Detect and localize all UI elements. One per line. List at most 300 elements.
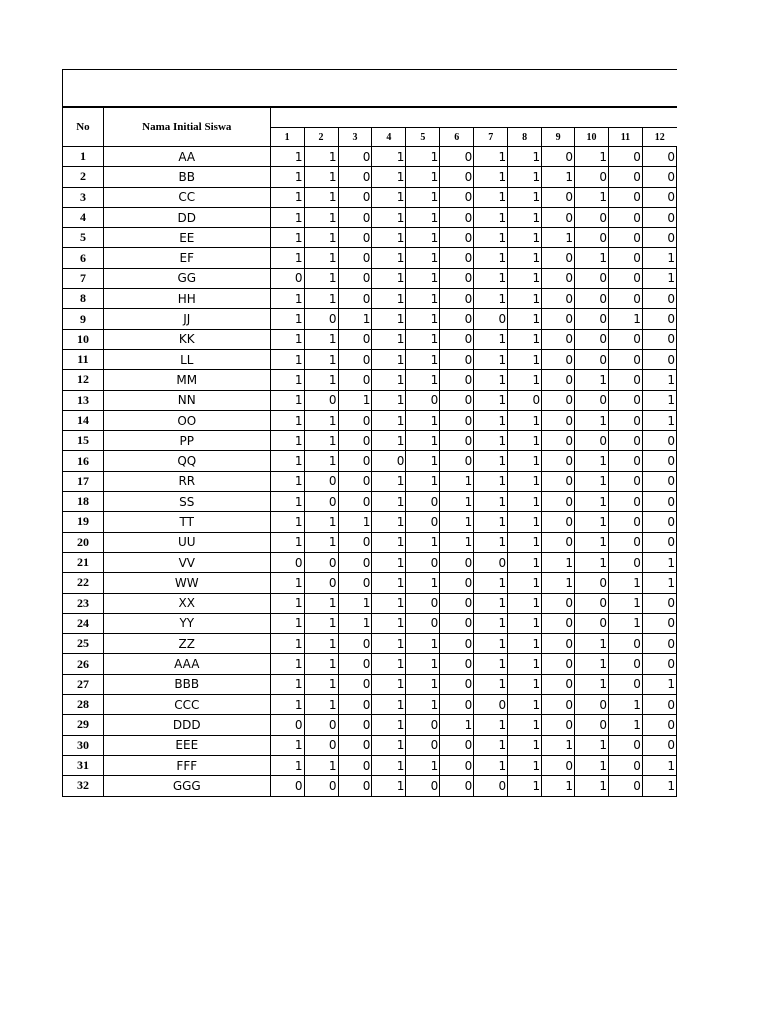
score-cell[interactable]: 0 (338, 167, 372, 187)
score-cell[interactable]: 0 (609, 187, 643, 207)
score-cell[interactable]: 1 (642, 674, 676, 694)
score-cell[interactable]: 0 (440, 309, 474, 329)
score-cell[interactable]: 0 (542, 329, 575, 349)
score-cell[interactable]: 0 (372, 451, 406, 471)
score-cell[interactable]: 1 (440, 492, 474, 512)
student-initial-cell[interactable]: JJ (103, 309, 270, 329)
score-cell[interactable]: 0 (542, 695, 575, 715)
student-initial-cell[interactable]: OO (103, 410, 270, 430)
score-cell[interactable]: 1 (474, 167, 508, 187)
score-cell[interactable]: 1 (609, 573, 643, 593)
row-number-cell[interactable]: 31 (63, 755, 104, 775)
score-cell[interactable]: 0 (609, 532, 643, 552)
score-cell[interactable]: 1 (372, 755, 406, 775)
score-cell[interactable]: 0 (440, 552, 474, 572)
score-cell[interactable]: 1 (372, 695, 406, 715)
score-cell[interactable]: 1 (406, 349, 440, 369)
score-cell[interactable]: 0 (304, 471, 338, 491)
score-cell[interactable]: 0 (542, 248, 575, 268)
score-cell[interactable]: 0 (542, 471, 575, 491)
student-initial-cell[interactable]: ZZ (103, 634, 270, 654)
score-cell[interactable]: 1 (372, 776, 406, 796)
score-cell[interactable]: 0 (642, 471, 676, 491)
score-cell[interactable]: 1 (474, 593, 508, 613)
score-cell[interactable]: 1 (270, 410, 304, 430)
score-cell[interactable]: 1 (474, 370, 508, 390)
score-cell[interactable]: 1 (372, 390, 406, 410)
score-cell[interactable]: 1 (474, 735, 508, 755)
score-cell[interactable]: 0 (406, 492, 440, 512)
score-cell[interactable]: 1 (508, 654, 542, 674)
score-cell[interactable]: 1 (372, 715, 406, 735)
score-cell[interactable]: 0 (440, 654, 474, 674)
score-cell[interactable]: 0 (642, 613, 676, 633)
score-cell[interactable]: 0 (440, 349, 474, 369)
score-cell[interactable]: 0 (609, 289, 643, 309)
score-cell[interactable]: 1 (406, 370, 440, 390)
score-cell[interactable]: 0 (542, 268, 575, 288)
student-initial-cell[interactable]: NN (103, 390, 270, 410)
score-cell[interactable]: 1 (474, 349, 508, 369)
score-cell[interactable]: 1 (372, 471, 406, 491)
score-cell[interactable]: 1 (609, 613, 643, 633)
score-cell[interactable]: 0 (642, 512, 676, 532)
score-cell[interactable]: 0 (609, 207, 643, 227)
score-cell[interactable]: 0 (338, 207, 372, 227)
score-cell[interactable]: 1 (372, 532, 406, 552)
score-cell[interactable]: 1 (406, 654, 440, 674)
row-number-cell[interactable]: 30 (63, 735, 104, 755)
score-cell[interactable]: 1 (508, 187, 542, 207)
score-cell[interactable]: 1 (270, 370, 304, 390)
score-cell[interactable]: 0 (440, 695, 474, 715)
score-cell[interactable]: 0 (542, 613, 575, 633)
student-initial-cell[interactable]: QQ (103, 451, 270, 471)
student-initial-cell[interactable]: AAA (103, 654, 270, 674)
score-cell[interactable]: 1 (542, 573, 575, 593)
score-cell[interactable]: 0 (575, 593, 609, 613)
score-cell[interactable]: 1 (372, 431, 406, 451)
score-cell[interactable]: 0 (575, 268, 609, 288)
score-cell[interactable]: 1 (270, 451, 304, 471)
score-cell[interactable]: 1 (575, 248, 609, 268)
score-cell[interactable]: 0 (440, 735, 474, 755)
row-number-cell[interactable]: 29 (63, 715, 104, 735)
score-cell[interactable]: 1 (474, 451, 508, 471)
score-cell[interactable]: 1 (270, 329, 304, 349)
score-cell[interactable]: 0 (542, 349, 575, 369)
student-initial-cell[interactable]: VV (103, 552, 270, 572)
score-cell[interactable]: 0 (542, 370, 575, 390)
score-cell[interactable]: 0 (575, 167, 609, 187)
score-cell[interactable]: 1 (642, 776, 676, 796)
score-cell[interactable]: 1 (508, 431, 542, 451)
score-cell[interactable]: 0 (609, 654, 643, 674)
score-cell[interactable]: 1 (406, 471, 440, 491)
score-cell[interactable]: 1 (542, 735, 575, 755)
score-cell[interactable]: 1 (304, 147, 338, 167)
score-cell[interactable]: 1 (508, 552, 542, 572)
score-cell[interactable]: 0 (474, 695, 508, 715)
score-cell[interactable]: 1 (575, 532, 609, 552)
score-cell[interactable]: 0 (642, 532, 676, 552)
score-cell[interactable]: 0 (338, 187, 372, 207)
score-cell[interactable]: 1 (372, 573, 406, 593)
score-cell[interactable]: 1 (575, 512, 609, 532)
score-cell[interactable]: 0 (609, 370, 643, 390)
score-cell[interactable]: 1 (508, 674, 542, 694)
score-cell[interactable]: 1 (609, 695, 643, 715)
score-cell[interactable]: 1 (575, 471, 609, 491)
score-cell[interactable]: 0 (609, 147, 643, 167)
score-cell[interactable]: 1 (474, 248, 508, 268)
score-cell[interactable]: 1 (508, 228, 542, 248)
score-cell[interactable]: 1 (642, 390, 676, 410)
score-cell[interactable]: 0 (642, 593, 676, 613)
row-number-cell[interactable]: 13 (63, 390, 104, 410)
score-cell[interactable]: 0 (542, 431, 575, 451)
row-number-cell[interactable]: 27 (63, 674, 104, 694)
score-cell[interactable]: 1 (372, 228, 406, 248)
score-cell[interactable]: 1 (575, 674, 609, 694)
score-cell[interactable]: 1 (372, 613, 406, 633)
score-cell[interactable]: 0 (406, 715, 440, 735)
score-cell[interactable]: 1 (406, 695, 440, 715)
student-initial-cell[interactable]: AA (103, 147, 270, 167)
score-cell[interactable]: 0 (440, 674, 474, 694)
score-cell[interactable]: 1 (508, 776, 542, 796)
score-cell[interactable]: 1 (406, 289, 440, 309)
score-cell[interactable]: 0 (338, 289, 372, 309)
score-cell[interactable]: 0 (406, 593, 440, 613)
score-cell[interactable]: 0 (642, 349, 676, 369)
score-cell[interactable]: 0 (542, 289, 575, 309)
student-initial-cell[interactable]: TT (103, 512, 270, 532)
score-cell[interactable]: 1 (372, 552, 406, 572)
score-cell[interactable]: 1 (304, 187, 338, 207)
score-cell[interactable]: 1 (304, 674, 338, 694)
student-initial-cell[interactable]: KK (103, 329, 270, 349)
score-cell[interactable]: 1 (474, 147, 508, 167)
score-cell[interactable]: 0 (440, 431, 474, 451)
row-number-cell[interactable]: 3 (63, 187, 104, 207)
score-cell[interactable]: 1 (508, 248, 542, 268)
score-cell[interactable]: 0 (642, 147, 676, 167)
student-initial-cell[interactable]: BBB (103, 674, 270, 694)
score-cell[interactable]: 1 (508, 755, 542, 775)
score-cell[interactable]: 0 (542, 451, 575, 471)
score-cell[interactable]: 1 (474, 228, 508, 248)
score-cell[interactable]: 1 (270, 167, 304, 187)
score-cell[interactable]: 1 (508, 268, 542, 288)
score-cell[interactable]: 0 (338, 370, 372, 390)
score-cell[interactable]: 1 (575, 410, 609, 430)
score-cell[interactable]: 0 (642, 167, 676, 187)
score-cell[interactable]: 1 (304, 512, 338, 532)
score-cell[interactable]: 1 (406, 431, 440, 451)
score-cell[interactable]: 1 (406, 228, 440, 248)
score-cell[interactable]: 1 (474, 674, 508, 694)
score-cell[interactable]: 1 (338, 512, 372, 532)
score-cell[interactable]: 1 (338, 613, 372, 633)
score-cell[interactable]: 0 (542, 512, 575, 532)
score-cell[interactable]: 0 (642, 735, 676, 755)
score-cell[interactable]: 0 (440, 228, 474, 248)
score-cell[interactable]: 1 (406, 674, 440, 694)
score-cell[interactable]: 0 (440, 329, 474, 349)
score-cell[interactable]: 1 (372, 167, 406, 187)
score-cell[interactable]: 1 (642, 268, 676, 288)
score-cell[interactable]: 0 (609, 755, 643, 775)
score-cell[interactable]: 0 (642, 431, 676, 451)
score-cell[interactable]: 0 (609, 512, 643, 532)
student-initial-cell[interactable]: XX (103, 593, 270, 613)
score-cell[interactable]: 1 (270, 735, 304, 755)
row-number-cell[interactable]: 20 (63, 532, 104, 552)
score-cell[interactable]: 0 (542, 715, 575, 735)
student-initial-cell[interactable]: DD (103, 207, 270, 227)
score-cell[interactable]: 1 (372, 735, 406, 755)
student-initial-cell[interactable]: GGG (103, 776, 270, 796)
row-number-cell[interactable]: 32 (63, 776, 104, 796)
student-initial-cell[interactable]: HH (103, 289, 270, 309)
score-cell[interactable]: 1 (372, 492, 406, 512)
score-cell[interactable]: 1 (642, 573, 676, 593)
score-cell[interactable]: 1 (270, 248, 304, 268)
score-cell[interactable]: 1 (642, 370, 676, 390)
score-cell[interactable]: 0 (575, 349, 609, 369)
row-number-cell[interactable]: 11 (63, 349, 104, 369)
row-number-cell[interactable]: 5 (63, 228, 104, 248)
score-cell[interactable]: 1 (508, 512, 542, 532)
score-cell[interactable]: 0 (406, 512, 440, 532)
score-cell[interactable]: 0 (440, 776, 474, 796)
score-cell[interactable]: 1 (575, 552, 609, 572)
score-cell[interactable]: 0 (609, 552, 643, 572)
score-cell[interactable]: 1 (372, 268, 406, 288)
score-cell[interactable]: 0 (508, 390, 542, 410)
row-number-cell[interactable]: 19 (63, 512, 104, 532)
student-initial-cell[interactable]: WW (103, 573, 270, 593)
score-cell[interactable]: 0 (642, 207, 676, 227)
score-cell[interactable]: 1 (270, 654, 304, 674)
score-cell[interactable]: 1 (575, 634, 609, 654)
score-cell[interactable]: 0 (542, 492, 575, 512)
student-initial-cell[interactable]: BB (103, 167, 270, 187)
score-cell[interactable]: 0 (304, 776, 338, 796)
score-cell[interactable]: 1 (304, 167, 338, 187)
score-cell[interactable]: 1 (270, 471, 304, 491)
row-number-cell[interactable]: 23 (63, 593, 104, 613)
score-cell[interactable]: 0 (338, 349, 372, 369)
score-cell[interactable]: 0 (642, 715, 676, 735)
score-cell[interactable]: 1 (372, 634, 406, 654)
score-cell[interactable]: 0 (406, 552, 440, 572)
score-cell[interactable]: 1 (304, 349, 338, 369)
score-cell[interactable]: 1 (508, 289, 542, 309)
score-cell[interactable]: 1 (304, 532, 338, 552)
score-cell[interactable]: 0 (609, 776, 643, 796)
score-cell[interactable]: 0 (440, 755, 474, 775)
score-cell[interactable]: 1 (304, 695, 338, 715)
score-cell[interactable]: 0 (440, 573, 474, 593)
score-cell[interactable]: 1 (508, 593, 542, 613)
student-initial-cell[interactable]: CC (103, 187, 270, 207)
score-cell[interactable]: 0 (338, 228, 372, 248)
score-cell[interactable]: 1 (406, 634, 440, 654)
score-cell[interactable]: 0 (406, 776, 440, 796)
score-cell[interactable]: 1 (372, 370, 406, 390)
score-cell[interactable]: 1 (642, 552, 676, 572)
score-cell[interactable]: 1 (270, 613, 304, 633)
score-cell[interactable]: 1 (270, 431, 304, 451)
row-number-cell[interactable]: 2 (63, 167, 104, 187)
score-cell[interactable]: 1 (406, 167, 440, 187)
score-cell[interactable]: 1 (609, 715, 643, 735)
row-number-cell[interactable]: 17 (63, 471, 104, 491)
score-cell[interactable]: 0 (304, 492, 338, 512)
score-cell[interactable]: 0 (542, 634, 575, 654)
score-cell[interactable]: 0 (642, 228, 676, 248)
row-number-cell[interactable]: 9 (63, 309, 104, 329)
score-cell[interactable]: 1 (372, 593, 406, 613)
score-cell[interactable]: 1 (270, 492, 304, 512)
score-cell[interactable]: 0 (440, 248, 474, 268)
score-cell[interactable]: 0 (338, 451, 372, 471)
score-cell[interactable]: 0 (338, 634, 372, 654)
row-number-cell[interactable]: 28 (63, 695, 104, 715)
score-cell[interactable]: 1 (270, 390, 304, 410)
score-cell[interactable]: 1 (508, 634, 542, 654)
score-cell[interactable]: 0 (440, 370, 474, 390)
score-cell[interactable]: 0 (338, 268, 372, 288)
score-cell[interactable]: 1 (406, 451, 440, 471)
score-cell[interactable]: 1 (270, 187, 304, 207)
score-cell[interactable]: 1 (406, 573, 440, 593)
score-cell[interactable]: 1 (304, 329, 338, 349)
student-initial-cell[interactable]: EEE (103, 735, 270, 755)
score-cell[interactable]: 1 (508, 147, 542, 167)
score-cell[interactable]: 1 (542, 552, 575, 572)
score-cell[interactable]: 1 (372, 248, 406, 268)
row-number-cell[interactable]: 15 (63, 431, 104, 451)
score-cell[interactable]: 1 (474, 492, 508, 512)
score-cell[interactable]: 0 (440, 187, 474, 207)
score-cell[interactable]: 0 (642, 309, 676, 329)
score-cell[interactable]: 1 (372, 512, 406, 532)
score-cell[interactable]: 0 (474, 309, 508, 329)
score-cell[interactable]: 1 (642, 755, 676, 775)
score-cell[interactable]: 0 (270, 715, 304, 735)
score-cell[interactable]: 0 (609, 674, 643, 694)
score-cell[interactable]: 1 (406, 268, 440, 288)
row-number-cell[interactable]: 1 (63, 147, 104, 167)
score-cell[interactable]: 1 (508, 451, 542, 471)
score-cell[interactable]: 0 (575, 695, 609, 715)
score-cell[interactable]: 0 (338, 471, 372, 491)
score-cell[interactable]: 1 (406, 147, 440, 167)
score-cell[interactable]: 1 (575, 776, 609, 796)
score-cell[interactable]: 1 (270, 512, 304, 532)
score-cell[interactable]: 1 (304, 431, 338, 451)
score-cell[interactable]: 0 (338, 573, 372, 593)
score-cell[interactable]: 1 (575, 451, 609, 471)
score-cell[interactable]: 1 (270, 289, 304, 309)
score-cell[interactable]: 0 (542, 532, 575, 552)
score-cell[interactable]: 0 (542, 410, 575, 430)
score-cell[interactable]: 1 (508, 532, 542, 552)
score-cell[interactable]: 0 (609, 268, 643, 288)
student-initial-cell[interactable]: DDD (103, 715, 270, 735)
row-number-cell[interactable]: 8 (63, 289, 104, 309)
score-cell[interactable]: 0 (609, 492, 643, 512)
score-cell[interactable]: 1 (474, 431, 508, 451)
score-cell[interactable]: 0 (609, 451, 643, 471)
score-cell[interactable]: 1 (508, 715, 542, 735)
score-cell[interactable]: 1 (372, 674, 406, 694)
row-number-cell[interactable]: 6 (63, 248, 104, 268)
score-cell[interactable]: 0 (609, 471, 643, 491)
score-cell[interactable]: 1 (406, 207, 440, 227)
score-cell[interactable]: 0 (642, 695, 676, 715)
score-cell[interactable]: 1 (508, 410, 542, 430)
score-cell[interactable]: 0 (542, 147, 575, 167)
score-cell[interactable]: 0 (440, 207, 474, 227)
score-cell[interactable]: 0 (542, 390, 575, 410)
score-cell[interactable]: 1 (338, 593, 372, 613)
score-cell[interactable]: 1 (575, 735, 609, 755)
score-cell[interactable]: 0 (304, 552, 338, 572)
score-cell[interactable]: 1 (270, 207, 304, 227)
score-cell[interactable]: 0 (642, 289, 676, 309)
score-cell[interactable]: 0 (338, 147, 372, 167)
score-cell[interactable]: 0 (609, 228, 643, 248)
row-number-cell[interactable]: 7 (63, 268, 104, 288)
score-cell[interactable]: 0 (609, 735, 643, 755)
score-cell[interactable]: 1 (304, 654, 338, 674)
score-cell[interactable]: 1 (642, 248, 676, 268)
score-cell[interactable]: 0 (609, 349, 643, 369)
score-cell[interactable]: 0 (575, 573, 609, 593)
score-cell[interactable]: 1 (474, 289, 508, 309)
score-cell[interactable]: 1 (270, 695, 304, 715)
score-cell[interactable]: 0 (642, 654, 676, 674)
score-cell[interactable]: 1 (270, 634, 304, 654)
score-cell[interactable]: 1 (304, 289, 338, 309)
student-initial-cell[interactable]: FFF (103, 755, 270, 775)
score-cell[interactable]: 1 (372, 207, 406, 227)
score-cell[interactable]: 0 (575, 390, 609, 410)
student-initial-cell[interactable]: GG (103, 268, 270, 288)
score-cell[interactable]: 1 (440, 532, 474, 552)
score-cell[interactable]: 1 (542, 776, 575, 796)
score-cell[interactable]: 1 (575, 492, 609, 512)
score-cell[interactable]: 0 (406, 390, 440, 410)
score-cell[interactable]: 1 (440, 512, 474, 532)
score-cell[interactable]: 1 (474, 634, 508, 654)
score-cell[interactable]: 1 (304, 634, 338, 654)
score-cell[interactable]: 0 (270, 776, 304, 796)
score-cell[interactable]: 0 (642, 329, 676, 349)
score-cell[interactable]: 0 (440, 451, 474, 471)
score-cell[interactable]: 0 (542, 187, 575, 207)
score-cell[interactable]: 0 (338, 654, 372, 674)
row-number-cell[interactable]: 24 (63, 613, 104, 633)
score-cell[interactable]: 0 (575, 329, 609, 349)
student-initial-cell[interactable]: MM (103, 370, 270, 390)
score-cell[interactable]: 0 (440, 390, 474, 410)
score-cell[interactable]: 1 (338, 390, 372, 410)
